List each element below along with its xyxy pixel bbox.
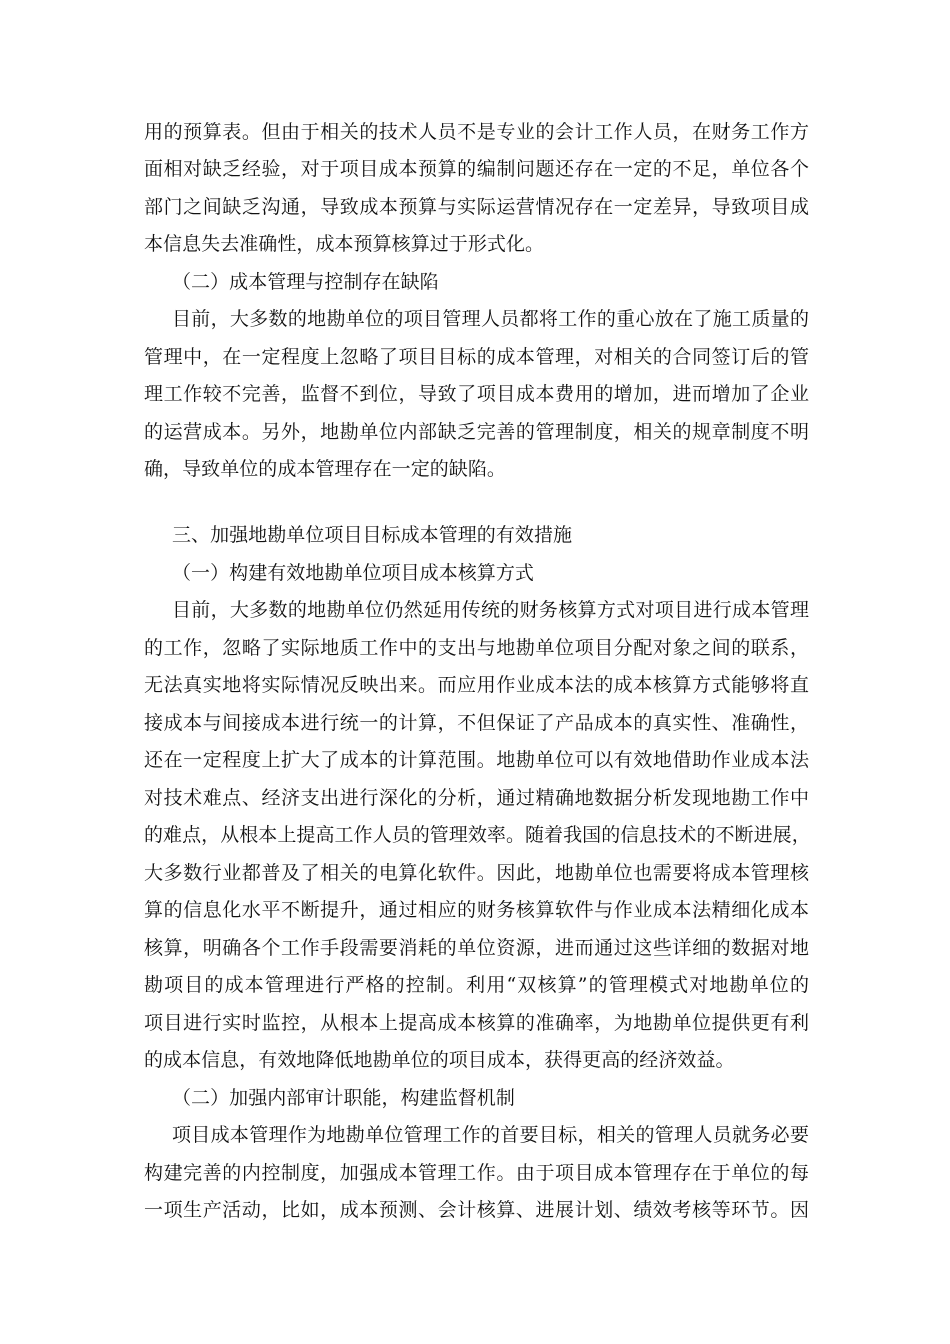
paragraph-line: 面相对缺乏经验，对于项目成本预算的编制问题还存在一定的不足，单位各个 [144,158,809,180]
paragraph-line: 的成本信息，有效地降低地勘单位的项目成本，获得更高的经济效益。 [144,1049,735,1071]
subsection-heading: （一）构建有效地勘单位项目成本核算方式 [172,562,534,584]
subsection-heading: （二）加强内部审计职能，构建监督机制 [172,1087,515,1109]
paragraph-line: 的难点，从根本上提高工作人员的管理效率。随着我国的信息技术的不断进展， [144,824,811,846]
paragraph-line: 的运营成本。另外，地勘单位内部缺乏完善的管理制度，相关的规章制度不明 [144,421,809,443]
paragraph-line: 一项生产活动，比如，成本预测、会计核算、进展计划、绩效考核等环节。因 [144,1199,809,1221]
paragraph-line: 理工作较不完善，监督不到位，导致了项目成本费用的增加，进而增加了企业 [144,383,809,405]
paragraph-line: 大多数行业都普及了相关的电算化软件。因此，地勘单位也需要将成本管理核 [144,862,809,884]
paragraph-line: 目前，大多数的地勘单位仍然延用传统的财务核算方式对项目进行成本管理 [172,599,809,621]
paragraph-line: 还在一定程度上扩大了成本的计算范围。地勘单位可以有效地借助作业成本法 [144,749,809,771]
paragraph-line: 项目进行实时监控，从根本上提高成本核算的准确率，为地勘单位提供更有利 [144,1012,809,1034]
section-heading: 三、加强地勘单位项目目标成本管理的有效措施 [172,524,573,546]
paragraph-line: 算的信息化水平不断提升，通过相应的财务核算软件与作业成本法精细化成本 [144,899,809,921]
paragraph-line: 构建完善的内控制度，加强成本管理工作。由于项目成本管理存在于单位的每 [144,1162,809,1184]
paragraph-line: 管理中，在一定程度上忽略了项目目标的成本管理，对相关的合同签订后的管 [144,346,809,368]
paragraph-line: 目前，大多数的地勘单位的项目管理人员都将工作的重心放在了施工质量的 [172,308,809,330]
paragraph-line: 接成本与间接成本进行统一的计算，不但保证了产品成本的真实性、准确性， [144,712,809,734]
paragraph-line: 的工作，忽略了实际地质工作中的支出与地勘单位项目分配对象之间的联系， [144,637,809,659]
paragraph-line: 本信息失去准确性，成本预算核算过于形式化。 [144,233,545,255]
subsection-heading: （二）成本管理与控制存在缺陷 [172,271,439,293]
paragraph-line: 部门之间缺乏沟通，导致成本预算与实际运营情况存在一定差异，导致项目成 [144,196,809,218]
paragraph-line: 核算，明确各个工作手段需要消耗的单位资源，进而通过这些详细的数据对地 [144,937,809,959]
paragraph-line: 确，导致单位的成本管理存在一定的缺陷。 [144,458,506,480]
paragraph-line: 项目成本管理作为地勘单位管理工作的首要目标，相关的管理人员就务必要 [172,1124,809,1146]
paragraph-line: 无法真实地将实际情况反映出来。而应用作业成本法的成本核算方式能够将直 [144,674,809,696]
paragraph-line: 对技术难点、经济支出进行深化的分析，通过精确地数据分析发现地勘工作中 [144,787,809,809]
paragraph-line: 勘项目的成本管理进行严格的控制。利用“双核算”的管理模式对地勘单位的 [144,974,809,996]
paragraph-line: 用的预算表。但由于相关的技术人员不是专业的会计工作人员，在财务工作方 [144,121,809,143]
